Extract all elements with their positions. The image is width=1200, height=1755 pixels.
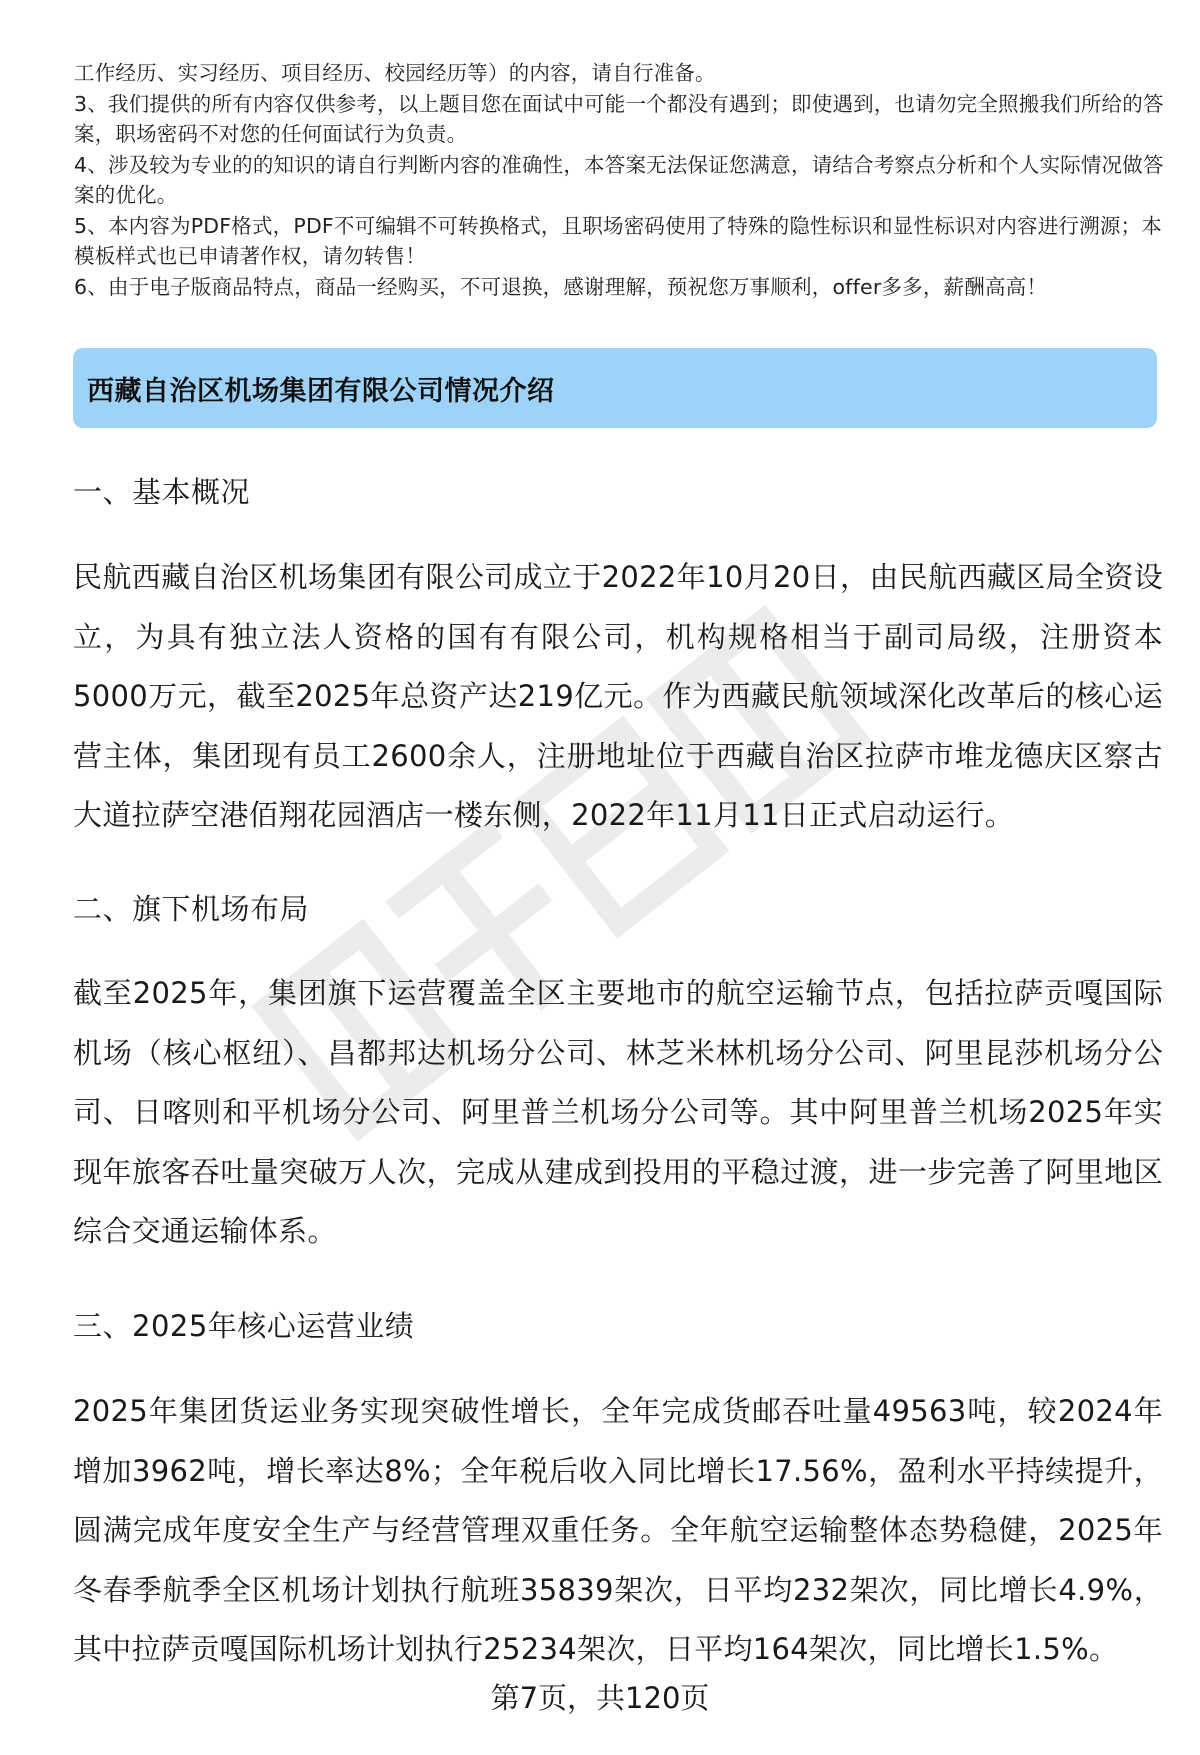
section-heading-operating-results: 三、2025年核心运营业绩	[73, 1309, 415, 1343]
section-heading-basic-overview: 一、基本概况	[73, 475, 251, 509]
section-heading-airport-layout: 二、旗下机场布局	[73, 892, 310, 926]
notes-item-4: 4、涉及较为专业的的知识的请自行判断内容的准确性，本答案无法保证您满意，请结合考察点分析和个人实际情况做答案的优化。	[74, 152, 1164, 207]
banner-title: 西藏自治区机场集团有限公司情况介绍	[87, 375, 555, 407]
notes-item-5: 5、本内容为PDF格式，PDF不可编辑不可转换格式，且职场密码使用了特殊的隐性标识和显性标识对内容进行溯源；本模板样式也已申请著作权，请勿转售！	[74, 213, 1162, 268]
notes-line-1: 工作经历、实习经历、项目经历、校园经历等）的内容，请自行准备。	[74, 61, 716, 85]
paragraph-basic-overview: 民航西藏自治区机场集团有限公司成立于2022年10月20日，由民航西藏区局全资设立，为具有独立法人资格的国有有限公司，机构规格相当于副司局级，注册资本5000万元，截至2025年总资产达219亿元。作为西藏民航领域深化改革后的核心运营主体，集团现有员工2600余人，注册地址位于西藏自治区拉萨市堆龙德庆区察古大道拉萨空港佰翔花园酒店一楼东侧，2022年11月11日正式启动运行。	[73, 560, 1163, 832]
section-title-banner	[73, 348, 1157, 428]
notes-list	[74, 58, 1164, 302]
paragraph-airport-layout: 截至2025年，集团旗下运营覆盖全区主要地市的航空运输节点，包括拉萨贡嘎国际机场（核心枢纽）、昌都邦达机场分公司、林芝米林机场分公司、阿里昆莎机场分公司、日喀则和平机场分公司、阿里普兰机场分公司等。其中阿里普兰机场2025年实现年旅客吞吐量突破万人次，完成从建成到投用的平稳过渡，进一步完善了阿里地区综合交通运输体系。	[73, 976, 1163, 1248]
notes-item-3: 3、我们提供的所有内容仅供参考，以上题目您在面试中可能一个都没有遇到；即使遇到，也请勿完全照搬我们所给的答案，职场密码不对您的任何面试行为负责。	[74, 91, 1164, 146]
page-number-footer: 第7页，共120页	[490, 1681, 710, 1715]
paragraph-operating-results: 2025年集团货运业务实现突破性增长，全年完成货邮吞吐量49563吨，较2024年增加3962吨，增长率达8%；全年税后收入同比增长17.56%，盈利水平持续提升，圆满完成年度安全生产与经营管理双重任务。全年航空运输整体态势稳健，2025年冬春季航季全区机场计划执行航班35839架次，日平均232架次，同比增长4.9%，其中拉萨贡嘎国际机场计划执行25234架次，日平均164架次，同比增长1.5%。	[73, 1394, 1163, 1666]
notes-item-6: 6、由于电子版商品特点，商品一经购买，不可退换，感谢理解，预祝您万事顺利，offer多多，薪酬高高！	[74, 274, 1048, 299]
